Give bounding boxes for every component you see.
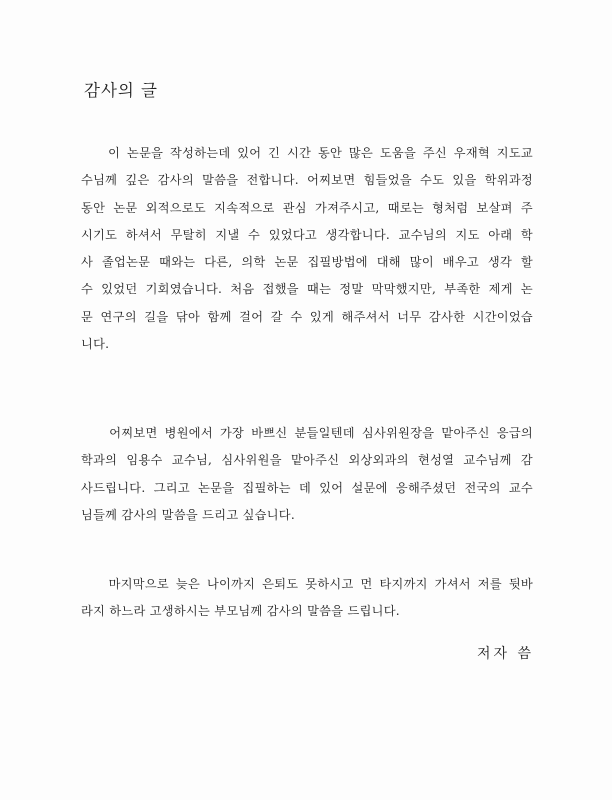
text-line: 어찌보면 병원에서 가장 바쁘신 분들일텐데 심사위원장을 맡아주신 응급의 [81,426,533,440]
text-line: 시기도 하셔서 무탈히 지낼 수 있었다고 생각합니다. 교수님의 지도 아래 학 [81,227,533,242]
text-line: 수 있었던 기회였습니다. 처음 접했을 때는 정말 막막했지만, 부족한 제게 논 [81,282,533,297]
paragraph-1 [81,140,533,358]
paragraph-3 [81,571,533,626]
text-line: 라지 하느라 고생하시는 부모님께 감사의 말씀을 드립니다. [81,604,400,619]
text-line: 문 연구의 길을 닦아 함께 걸어 갈 수 있게 해주셔서 너무 감사한 시간이었습 [81,309,533,324]
text-line: 수님께 깊은 감사의 말씀을 전합니다. 어찌보면 힘들었을 수도 있을 학위과정 [81,173,533,188]
text-line: 이 논문을 작성하는데 있어 긴 시간 동안 많은 도움을 주신 우재혁 지도교 [81,146,533,160]
text-line: 마지막으로 늦은 나이까지 은퇴도 못하시고 먼 타지까지 가셔서 저를 뒷바 [81,577,533,591]
text-line: 니다. [81,337,110,352]
page-title: 감사의 글 [84,81,159,100]
text-line: 님들께 감사의 말씀을 드리고 싶습니다. [81,507,296,522]
paragraph-2 [81,420,533,529]
text-line: 사 졸업논문 때와는 다른, 의학 논문 집필방법에 대해 많이 배우고 생각 할 [81,255,533,270]
text-line: 동안 논문 외적으로도 지속적으로 관심 가져주시고, 때로는 형처럼 보살펴 주 [81,200,533,215]
text-line: 학과의 임용수 교수님, 심사위원을 맡아주신 외상외과의 현성열 교수님께 감 [81,453,533,468]
text-line: 사드립니다. 그리고 논문을 집필하는 데 있어 설문에 응해주셨던 전국의 교수 [81,480,533,495]
author-signature: 저자 씀 [476,646,534,662]
